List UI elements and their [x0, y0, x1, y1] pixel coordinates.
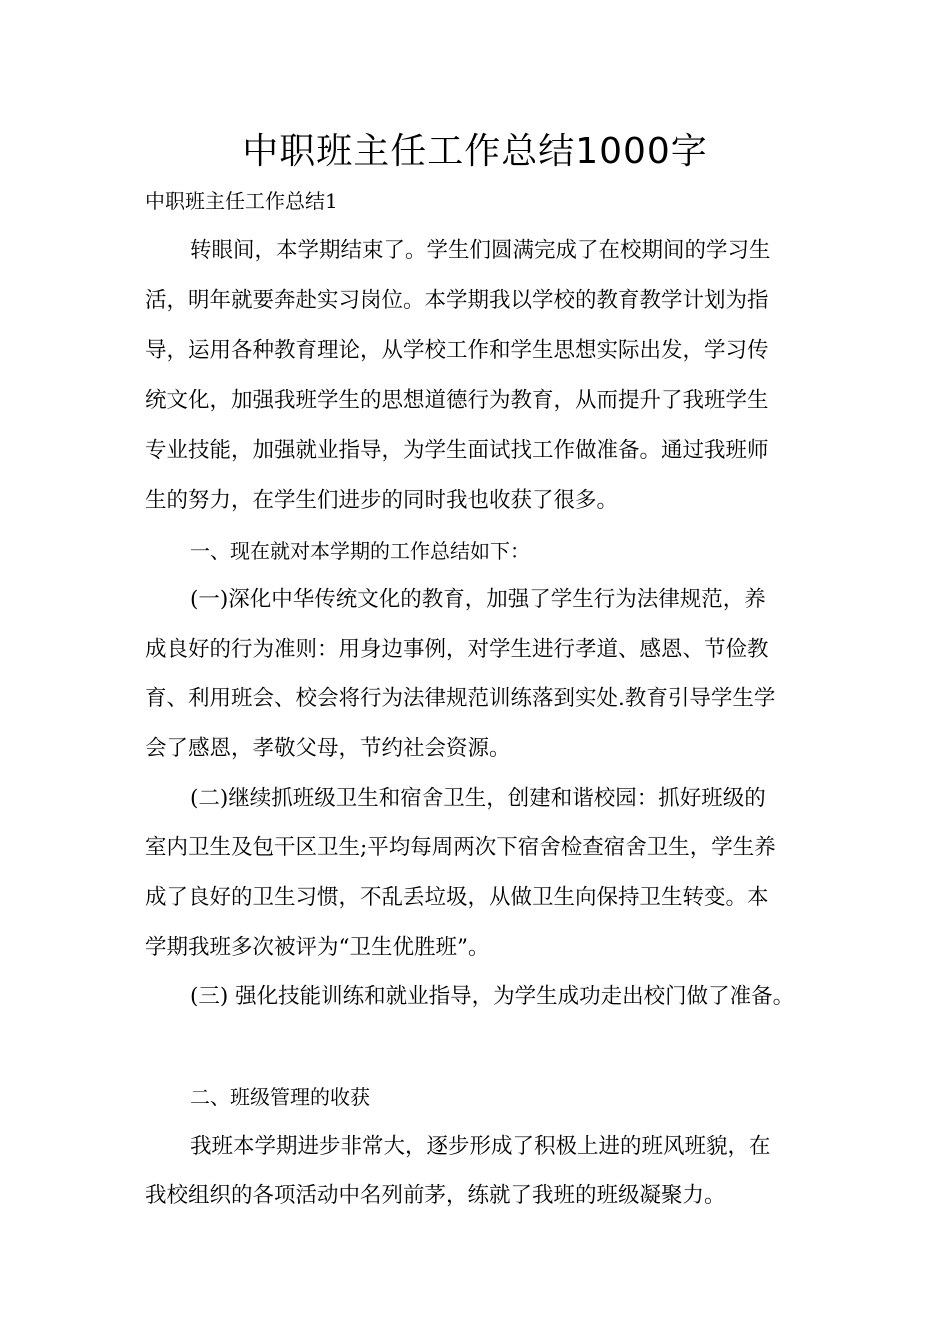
section-heading: 一、现在就对本学期的工作总结如下： — [190, 539, 530, 563]
paragraph-line: 室内卫生及包干区卫生;平均每周两次下宿舍检查宿舍卫生，学生养 — [145, 835, 776, 860]
paragraph-line: 学期我班多次被评为“卫生优胜班”。 — [145, 935, 490, 960]
paragraph-line: 成了良好的卫生习惯，不乱丢垃圾，从做卫生向保持卫生转变。本 — [145, 885, 769, 910]
paragraph-line: 会了感恩，孝敬父母，节约社会资源。 — [145, 736, 511, 761]
paragraph-line: (二)继续抓班级卫生和宿舍卫生，创建和谐校园：抓好班级的 — [190, 786, 766, 811]
paragraph-line: 活，明年就要奔赴实习岗位。本学期我以学校的教育教学计划为指 — [145, 288, 769, 313]
paragraph-line: 成良好的行为准则：用身边事例，对学生进行孝道、感恩、节俭教 — [145, 637, 769, 662]
paragraph-line: 我班本学期进步非常大，逐步形成了积极上进的班风班貌，在 — [190, 1134, 771, 1159]
paragraph-line: 统文化，加强我班学生的思想道德行为教育，从而提升了我班学生 — [145, 388, 769, 413]
paragraph-line: 我校组织的各项活动中名列前茅，练就了我班的班级凝聚力。 — [145, 1183, 726, 1208]
section-subheading: 中职班主任工作总结1 — [145, 189, 338, 213]
paragraph-line: 转眼间，本学期结束了。学生们圆满完成了在校期间的学习生 — [190, 238, 771, 263]
document-title: 中职班主任工作总结1000字 — [242, 131, 708, 172]
paragraph-line: 育、利用班会、校会将行为法律规范训练落到实处.教育引导学生学 — [145, 686, 776, 711]
section-heading: 二、班级管理的收获 — [190, 1085, 370, 1109]
paragraph-line: 专业技能，加强就业指导，为学生面试找工作做准备。通过我班师 — [145, 438, 769, 463]
paragraph-line: (一)深化中华传统文化的教育，加强了学生行为法律规范，养 — [190, 587, 766, 612]
paragraph-line: 生的努力，在学生们进步的同时我也收获了很多。 — [145, 488, 619, 513]
paragraph-line: 导，运用各种教育理论，从学校工作和学生思想实际出发，学习传 — [145, 338, 769, 363]
paragraph-line: (三) 强化技能训练和就业指导，为学生成功走出校门做了准备。 — [190, 984, 795, 1009]
